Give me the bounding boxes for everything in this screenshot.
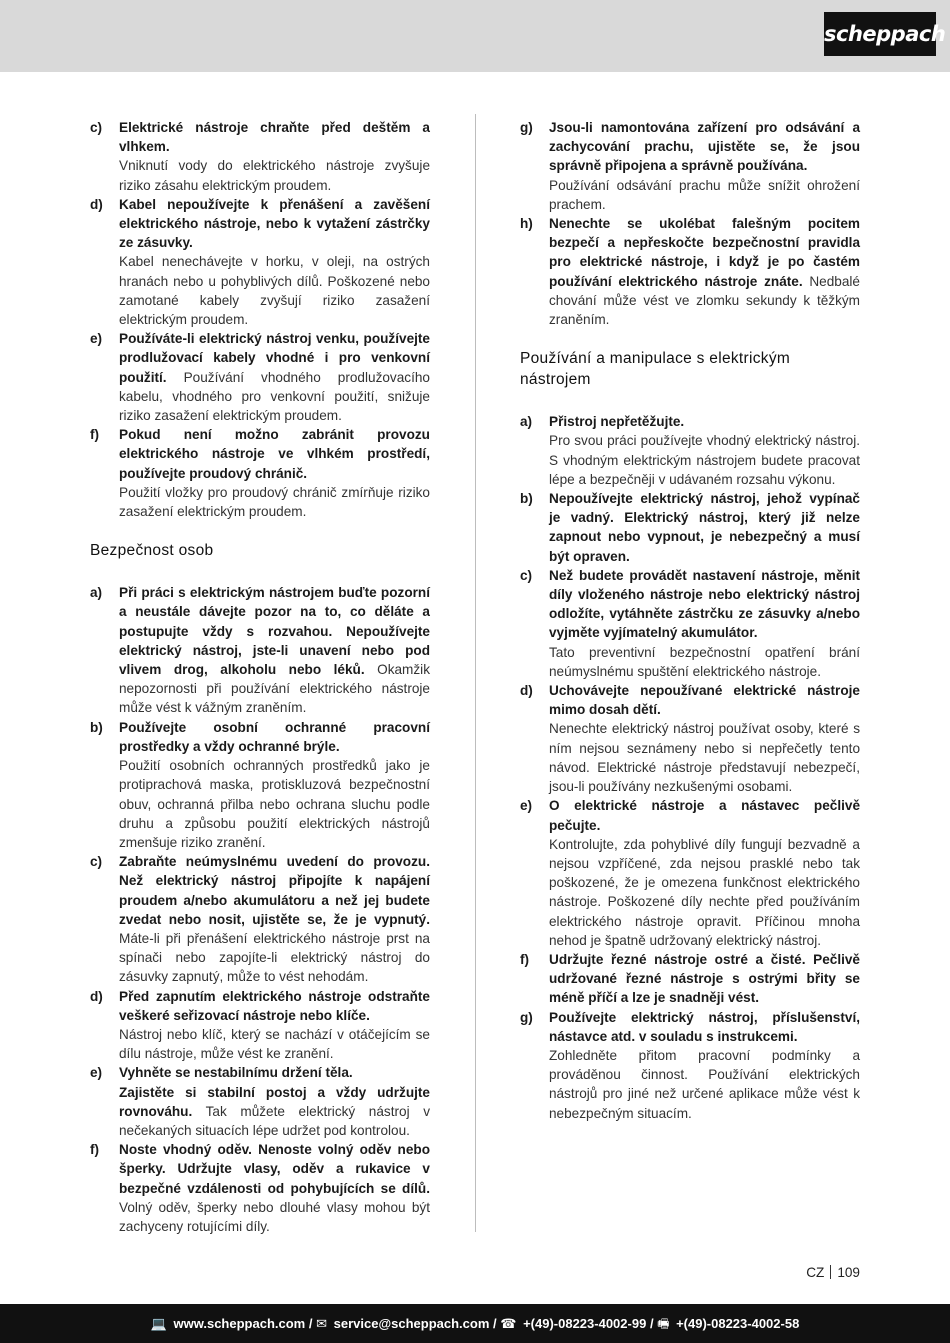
footer-separator: / bbox=[649, 1316, 658, 1331]
section-heading: Bezpečnost osob bbox=[90, 542, 214, 560]
item-instruction: Před zapnutím elektrického nástroje odstraňte veškeré seřizovací nástroje nebo klíče. bbox=[119, 988, 430, 1023]
item-explanation: Používání vhodného prodlužovacího kabelu, vhodného pro venkovní použití, snižuje riziko zasažení elektrickým proudem. bbox=[119, 369, 430, 424]
list-item bbox=[518, 214, 860, 329]
item-instruction: Zajistěte si stabilní postoj a vždy udržujte rovnováhu. bbox=[119, 1084, 430, 1119]
item-marker: f) bbox=[520, 951, 530, 967]
list-item bbox=[88, 1140, 430, 1236]
item-explanation: Kabel nenechávejte v horku, v oleji, na ostrých hranách nebo u pohyblivých dílů. Poškozené nebo zamotané kabely zvyšují riziko zasažení elektrickým proudem. bbox=[119, 254, 430, 328]
item-marker: g) bbox=[520, 1009, 533, 1025]
item-instruction: Než budete provádět nastavení nástroje, měnit díly vloženého nástroje nebo elektrický nástroj odložíte, vytáhněte zástrčku ze zásuvky a/nebo vyjměte vyjímatelný akumulátor. bbox=[549, 567, 860, 641]
list-item bbox=[518, 489, 860, 566]
item-explanation: Nenechte elektrický nástroj používat osoby, které s ním nejsou seznámeny nebo si nepřečetly tento návod. Elektrické nástroje představují nebezpečí, jsou-li používány nezkušenými osobami. bbox=[549, 721, 860, 795]
footer-separator: / bbox=[493, 1316, 501, 1331]
item-instruction: Zabraňte neúmyslnému uvedení do provozu. Než elektrický nástroj připojíte k napájení proudem a/nebo akumulátoru a než jej budete zvedat nebo nosit, ujistěte se, že je vypnutý. bbox=[119, 854, 430, 927]
item-explanation: Okamžik nepozornosti při používání elektrického nástroje může vést k vážným zraněním. bbox=[119, 662, 430, 716]
item-marker: e) bbox=[520, 798, 533, 814]
list-item bbox=[88, 195, 430, 329]
item-explanation: Pro svou práci používejte vhodný elektrický nástroj. S vhodným elektrickým nástrojem budete pracovat lépe a bezpečněji v udávaném rozsahu výkonu. bbox=[549, 433, 860, 487]
page-number bbox=[806, 1265, 860, 1280]
footer-bar bbox=[0, 1304, 950, 1343]
item-marker: c) bbox=[90, 854, 103, 870]
item-explanation: Tato preventivní bezpečnostní opatření brání neúmyslnému spuštění elektrického nástroje. bbox=[549, 644, 860, 679]
item-instruction: Kabel nepoužívejte k přenášení a zavěšení elektrického nástroje, nebo k vytažení zástrčky ze zásuvky. bbox=[119, 196, 430, 251]
item-instruction: Nepoužívejte elektrický nástroj, jehož vypínač je vadný. Elektrický nástroj, který již nelze zapnout nebo vypnout, je nebezpečný a musí být opraven. bbox=[549, 491, 860, 564]
list-item bbox=[518, 681, 860, 796]
item-instruction: Noste vhodný oděv. Nenoste volný oděv nebo šperky. Udržujte vlasy, oděv a rukavice v bezpečné vzdálenosti od pohybujících se dílů. bbox=[119, 1142, 430, 1196]
right-column bbox=[518, 118, 860, 1123]
item-marker: f) bbox=[90, 1142, 100, 1158]
list-item bbox=[518, 796, 860, 950]
page-language: CZ bbox=[806, 1265, 825, 1280]
item-instruction: Vyhněte se nestabilnímu držení těla. bbox=[119, 1065, 353, 1081]
list-item bbox=[518, 566, 860, 681]
item-instruction: Uchovávejte nepoužívané elektrické nástroje mimo dosah dětí. bbox=[549, 683, 860, 718]
item-marker: c) bbox=[90, 120, 103, 135]
item-explanation: Kontrolujte, zda pohyblivé díly fungují bezvadně a nejsou vzpříčené, zda nejsou prasklé nebo tak poškozené, že je omezena funkčnost elektrického nástroje. Poškozené díly nechte před používáním elektrického nástroje opravit. Příčinou mnoha nehod je špatně udržovaný elektrický nástroj. bbox=[549, 836, 860, 948]
item-explanation: Máte-li při přenášení elektrického nástroje prst na spínači nebo zapojíte-li elektrický nástroj do zásuvky zapnutý, může to vést nehodám. bbox=[119, 930, 430, 985]
footer-separator: / bbox=[308, 1316, 317, 1331]
list-item bbox=[88, 987, 430, 1064]
footer-fax: +(49)-08223-4002-58 bbox=[676, 1316, 800, 1331]
list-item bbox=[518, 950, 860, 1008]
footer-email[interactable]: service@scheppach.com bbox=[333, 1316, 490, 1331]
page-number-separator bbox=[830, 1265, 831, 1279]
mail-icon: ✉ bbox=[316, 1316, 327, 1331]
item-marker: a) bbox=[90, 585, 103, 601]
item-instruction: Používáte-li elektrický nástroj venku, používejte prodlužovací kabely vhodné i pro venkovní použití. bbox=[119, 331, 430, 385]
item-marker: d) bbox=[90, 196, 103, 212]
item-marker: e) bbox=[90, 331, 103, 347]
list-item bbox=[88, 583, 430, 717]
item-explanation: Zohledněte přitom pracovní podmínky a prováděnou činnost. Používání elektrických nástrojů pro jiné než určené aplikace může vést k nebezpečným situacím. bbox=[549, 1047, 860, 1121]
computer-icon: 💻 bbox=[150, 1316, 167, 1331]
list-item bbox=[518, 118, 860, 214]
item-explanation: Nástroj nebo klíč, který se nachází v otáčejícím se dílu nástroje, může vést ke zranění. bbox=[119, 1026, 430, 1062]
item-instruction: Udržujte řezné nástroje ostré a čisté. Pečlivě udržované řezné nástroje s ostrými břity se méně příčí a lze je snadněji vést. bbox=[549, 951, 860, 1006]
item-marker: d) bbox=[90, 988, 103, 1004]
item-marker: b) bbox=[90, 719, 103, 735]
item-marker: e) bbox=[90, 1065, 103, 1081]
item-instruction: Přistroj nepřetěžujte. bbox=[549, 414, 685, 430]
list-item bbox=[88, 1063, 430, 1140]
list-item bbox=[518, 1008, 860, 1123]
item-marker: f) bbox=[90, 427, 100, 443]
item-explanation: Používání odsávání prachu může snížit ohrožení prachem. bbox=[549, 177, 860, 212]
item-explanation: Tak můžete elektrický nástroj v nečekaných situacích lépe udržet pod kontrolou. bbox=[119, 1103, 431, 1138]
footer-phone: +(49)-08223-4002-99 bbox=[523, 1316, 647, 1331]
fax-icon: 🖷 bbox=[657, 1316, 670, 1331]
item-marker: h) bbox=[520, 216, 533, 232]
item-marker: c) bbox=[520, 567, 533, 583]
item-explanation: Nedbalé chování může vést ve zlomku sekundy k těžkým zraněním. bbox=[549, 273, 860, 328]
column-divider bbox=[475, 114, 476, 1232]
item-explanation: Použití osobních ochranných prostředků jako je protiprachová maska, protiskluzová bezpečnostní obuv, ochranná přilba nebo ochrana sluchu podle druhu a způsobu použití elektrických nástrojů zmenšuje riziko zranění. bbox=[119, 758, 430, 850]
item-instruction: Při práci s elektrickým nástrojem buďte pozorní a neustále dávejte pozor na to, co děláte a postupujte vždy s rozvahou. Nepoužívejte elektrický nástroj, jste-li unavení nebo pod vlivem drog, alkoholu nebo léků. bbox=[119, 585, 430, 678]
list-item bbox=[88, 718, 430, 852]
item-instruction: Nenechte se ukolébat falešným pocitem bezpečí a nepřeskočte bezpečnostní pravidla pro elektrické nástroje, i když je po častém používání elektrického nástroje znáte. bbox=[549, 216, 860, 289]
item-explanation: Použití vložky pro proudový chránič zmírňuje riziko zasažení elektrickým proudem. bbox=[119, 484, 430, 520]
item-marker: d) bbox=[520, 683, 533, 699]
section-heading: Používání a manipulace s elektrickým nástrojem bbox=[520, 350, 791, 389]
list-item bbox=[88, 852, 430, 986]
brand-logo: scheppach bbox=[824, 12, 936, 56]
item-marker: g) bbox=[520, 120, 533, 135]
item-instruction: Používejte osobní ochranné pracovní prostředky a vždy ochranné brýle. bbox=[119, 719, 430, 754]
footer-web[interactable]: www.scheppach.com bbox=[173, 1316, 306, 1331]
list-item bbox=[88, 118, 430, 195]
item-explanation: Vniknutí vody do elektrického nástroje zvyšuje riziko zásahu elektrickým proudem. bbox=[119, 158, 430, 193]
list-item bbox=[88, 329, 430, 425]
item-marker: b) bbox=[520, 491, 533, 507]
header-bar bbox=[0, 0, 950, 72]
item-instruction: Elektrické nástroje chraňte před deštěm a vlhkem. bbox=[119, 120, 430, 155]
phone-icon: ☎ bbox=[500, 1316, 517, 1331]
item-instruction: Používejte elektrický nástroj, příslušenství, nástavce atd. v souladu s instrukcemi. bbox=[549, 1009, 860, 1044]
list-item bbox=[88, 425, 430, 521]
item-marker: a) bbox=[520, 414, 533, 430]
item-instruction: O elektrické nástroje a nástavec pečlivě pečujte. bbox=[549, 798, 860, 833]
page-number-value: 109 bbox=[837, 1265, 860, 1280]
item-explanation: Volný oděv, šperky nebo dlouhé vlasy mohou být zachyceny rotujícími díly. bbox=[119, 1199, 430, 1234]
list-item bbox=[518, 412, 860, 489]
item-instruction: Jsou-li namontována zařízení pro odsávání a zachycování prachu, ujistěte se, že jsou správně připojena a správně používána. bbox=[549, 120, 860, 174]
left-column bbox=[88, 118, 430, 1236]
item-instruction: Pokud není možno zabránit provozu elektrického nástroje ve vlhkém prostředí, používejte proudový chránič. bbox=[119, 427, 430, 481]
